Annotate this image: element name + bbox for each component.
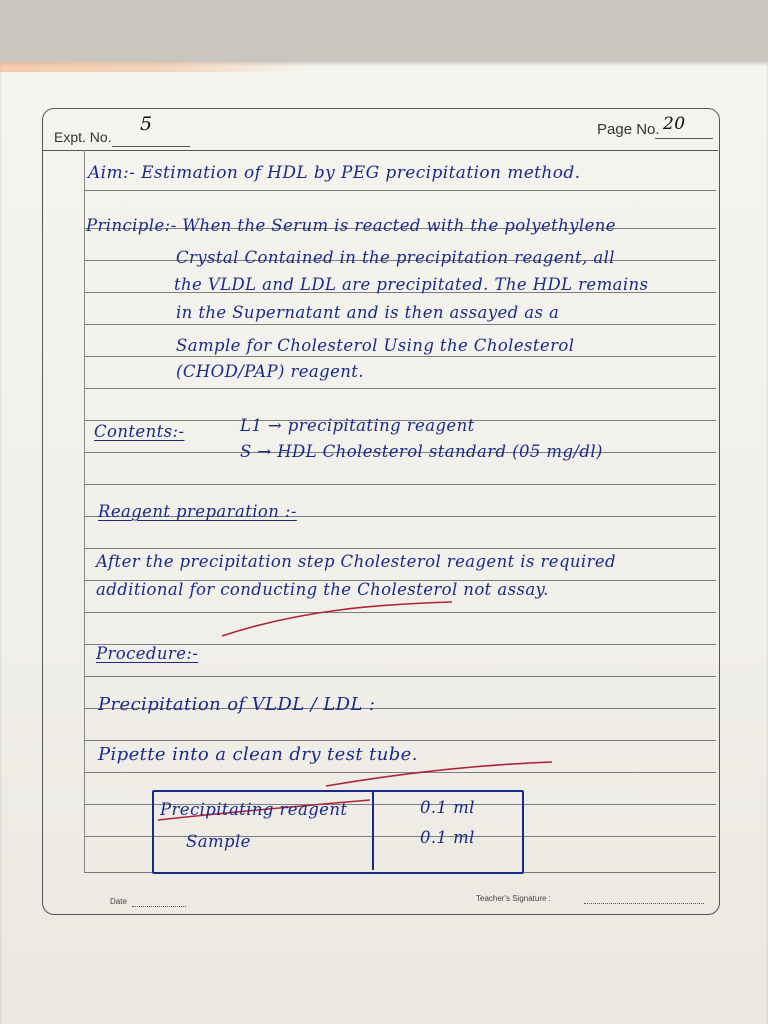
principle-line-3: the VLDL and LDL are precipitated. The HDL remains (174, 275, 649, 294)
reagent-line-2: additional for conducting the Cholesterol not assay. (96, 580, 549, 599)
expt-no-label: Expt. No. (54, 129, 112, 145)
contents-heading: Contents:- (94, 422, 185, 441)
table-row-label: Sample (186, 832, 251, 851)
table-column-divider (372, 790, 374, 870)
precipitation-heading: Precipitation of VLDL / LDL : (98, 694, 376, 715)
table-row-value: 0.1 ml (420, 798, 475, 817)
page-no-value: 20 (663, 114, 686, 134)
principle-line-4: in the Supernatant and is then assayed as a (176, 303, 560, 322)
date-label: Date (110, 897, 127, 906)
principle-line-5: Sample for Cholesterol Using the Cholesterol (176, 336, 575, 355)
principle-line-2: Crystal Contained in the precipitation reagent, all (176, 248, 615, 267)
pipette-line: Pipette into a clean dry test tube. (98, 744, 418, 765)
signature-line (584, 903, 704, 904)
principle-line-1: Principle:- When the Serum is reacted with the polyethylene (86, 216, 616, 235)
aim-line: Aim:- Estimation of HDL by PEG precipitation method. (88, 163, 581, 183)
page-no-label: Page No. (597, 121, 660, 138)
expt-no-value: 5 (140, 113, 153, 135)
correction-stroke (326, 762, 552, 786)
correction-stroke (222, 602, 452, 636)
reagent-preparation-heading: Reagent preparation :- (98, 502, 297, 521)
table-row-value: 0.1 ml (420, 828, 475, 847)
table-row-label: Precipitating reagent (160, 800, 348, 819)
principle-line-6: (CHOD/PAP) reagent. (176, 362, 364, 381)
procedure-heading: Procedure:- (96, 644, 199, 663)
teacher-signature-label: Teacher's Signature : (476, 894, 551, 903)
date-line (132, 906, 186, 907)
reagent-line-1: After the precipitation step Cholesterol reagent is required (96, 552, 617, 571)
contents-line-2: S → HDL Cholesterol standard (05 mg/dl) (240, 442, 603, 461)
contents-line-1: L1 → precipitating reagent (240, 416, 475, 435)
